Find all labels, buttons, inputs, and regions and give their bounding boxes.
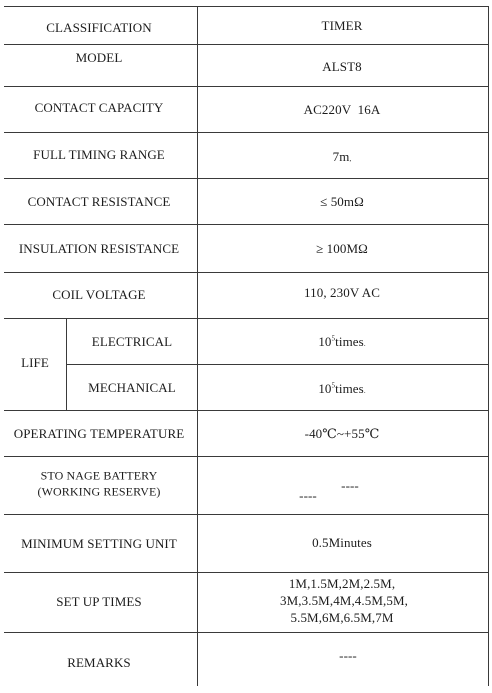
value-insulation-resistance: ≥ 100MΩ xyxy=(316,241,368,256)
table-border-top xyxy=(4,6,488,7)
column-divider xyxy=(197,6,198,686)
value-remarks: ---- xyxy=(339,648,357,663)
label-life-electrical: ELECTRICAL xyxy=(91,334,173,349)
row-divider xyxy=(4,44,488,45)
value-minimum-setting-unit: 0.5Minutes xyxy=(312,535,372,550)
value-set-up-times-line3: 5.5M,6M,6.5M,7M xyxy=(290,610,394,625)
value-classification: TIMER xyxy=(321,18,363,33)
row-divider xyxy=(4,132,488,133)
value-coil-voltage: 110, 230V AC xyxy=(304,285,380,300)
row-divider xyxy=(4,514,488,515)
label-contact-capacity: CONTACT CAPACITY xyxy=(34,100,164,115)
value-life-mechanical xyxy=(318,381,365,397)
life-column-divider xyxy=(66,318,67,410)
timing-range-value: 7m xyxy=(332,149,350,164)
row-divider xyxy=(4,318,488,319)
label-set-up-times: SET UP TIMES xyxy=(56,594,142,609)
label-contact-resistance: CONTACT RESISTANCE xyxy=(27,194,171,209)
value-set-up-times-line2: 3M,3.5M,4M,4.5M,5M, xyxy=(280,593,408,608)
value-life-electrical xyxy=(318,334,365,350)
electrical-base: 10 xyxy=(318,334,332,349)
mechanical-suffix: . xyxy=(363,387,366,395)
value-storage-battery-a: ---- xyxy=(341,478,359,493)
row-divider xyxy=(4,178,488,179)
value-contact-resistance: ≤ 50mΩ xyxy=(320,194,364,209)
label-classification: CLASSIFICATION xyxy=(46,20,152,35)
row-divider xyxy=(4,632,488,633)
mechanical-unit: times xyxy=(335,381,364,396)
label-insulation-resistance: INSULATION RESISTANCE xyxy=(18,241,180,256)
row-divider xyxy=(4,224,488,225)
value-operating-temperature: -40℃~+55℃ xyxy=(304,426,380,441)
label-life-mechanical: MECHANICAL xyxy=(88,380,176,395)
label-operating-temperature: OPERATING TEMPERATURE xyxy=(13,426,185,441)
value-storage-battery-b: ---- xyxy=(299,488,317,503)
label-minimum-setting-unit: MINIMUM SETTING UNIT xyxy=(21,536,177,551)
value-model: ALST8 xyxy=(322,59,362,74)
timing-range-suffix: , xyxy=(349,155,352,163)
life-sub-divider xyxy=(66,364,488,365)
mechanical-exponent: 5 xyxy=(331,381,336,390)
row-divider xyxy=(4,272,488,273)
electrical-unit: times xyxy=(335,334,364,349)
electrical-exponent: 5 xyxy=(331,334,336,343)
value-contact-capacity: AC220V 16A xyxy=(303,102,381,117)
label-storage-battery-line2: (WORKING RESERVE) xyxy=(37,484,161,499)
row-divider xyxy=(4,456,488,457)
value-full-timing-range xyxy=(333,149,352,165)
row-divider xyxy=(4,410,488,411)
label-storage-battery-line1: STO NAGE BATTERY xyxy=(40,468,158,483)
label-remarks: REMARKS xyxy=(67,655,131,670)
row-divider xyxy=(4,572,488,573)
electrical-suffix: . xyxy=(363,340,366,348)
label-model: MODEL xyxy=(75,50,123,65)
label-life: LIFE xyxy=(21,355,49,370)
table-border-right xyxy=(488,6,489,686)
mechanical-base: 10 xyxy=(318,381,332,396)
row-divider xyxy=(4,86,488,87)
label-full-timing-range: FULL TIMING RANGE xyxy=(33,147,165,162)
value-set-up-times-line1: 1M,1.5M,2M,2.5M, xyxy=(288,576,396,591)
label-coil-voltage: COIL VOLTAGE xyxy=(52,287,146,302)
